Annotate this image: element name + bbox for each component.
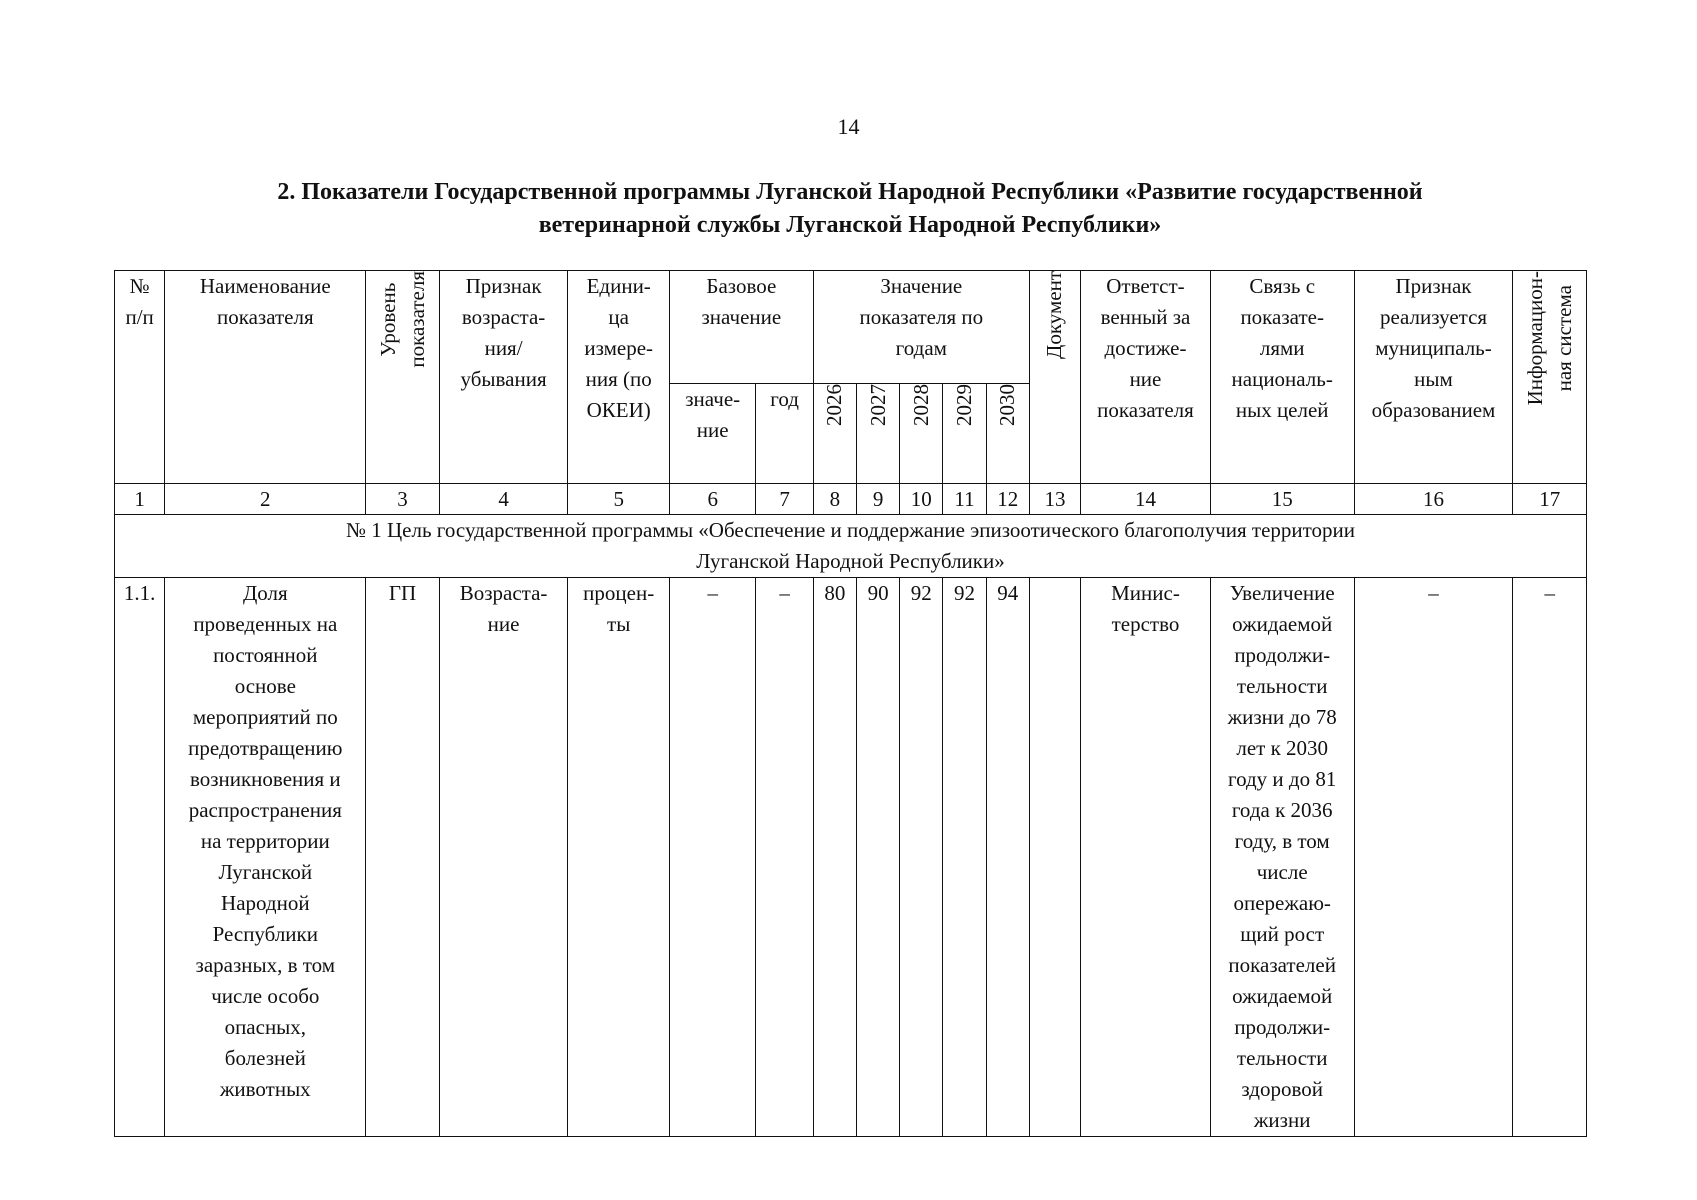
column-number: 8 [813, 484, 856, 515]
row-indicator-name: Доля проведенных на постоянной основе мероприятий по предотвращению возникновения и распространения на территории Луганской Народной Республики заразных, в том числе особо опасных, болезней животных [165, 578, 366, 1137]
column-number: 13 [1029, 484, 1080, 515]
header-num: № п/п [115, 271, 165, 484]
row-value-2029: 92 [943, 578, 986, 1137]
page-title-line-2: ветеринарной службы Луганской Народной Республики» [538, 212, 1162, 238]
table-header-row [115, 271, 1587, 384]
table-row [115, 578, 1587, 1137]
header-name: Наименование показателя [165, 271, 366, 484]
column-number: 3 [366, 484, 439, 515]
header-year-2026 [813, 384, 856, 484]
row-responsible: Минис- терство [1081, 578, 1211, 1137]
row-value-2027: 90 [856, 578, 899, 1137]
header-unit: Едини- ца измере- ния (по ОКЕИ) [568, 271, 670, 484]
header-level-text: Уровень показателя [375, 271, 429, 368]
header-trend: Признак возраста- ния/ убывания [439, 271, 568, 484]
header-base: Базовое значение [669, 271, 813, 384]
header-level [366, 271, 439, 484]
header-year-2027 [856, 384, 899, 484]
page-title-line-1: 2. Показатели Государственной программы Луганской Народной Республики «Развитие государственной [277, 179, 1423, 205]
header-year-2028 [900, 384, 943, 484]
row-document [1029, 578, 1080, 1137]
column-number: 9 [856, 484, 899, 515]
header-year-2029 [943, 384, 986, 484]
header-year-2030 [986, 384, 1029, 484]
row-num: 1.1. [115, 578, 165, 1137]
header-year-text: 2029 [952, 384, 976, 426]
column-number: 16 [1354, 484, 1513, 515]
page-title [150, 176, 1550, 242]
goal-row [115, 515, 1587, 578]
row-unit: процен- ты [568, 578, 670, 1137]
row-base-value: – [669, 578, 755, 1137]
row-value-2028: 92 [900, 578, 943, 1137]
header-base-value: значе- ние [669, 384, 755, 484]
header-info-system [1513, 271, 1587, 484]
header-year-text: 2026 [822, 384, 847, 426]
column-number: 15 [1210, 484, 1354, 515]
header-year-text: 2030 [995, 384, 1020, 426]
header-info-system-text: Информацион- ная система [1522, 271, 1576, 406]
column-number: 6 [669, 484, 755, 515]
row-info-system: – [1513, 578, 1587, 1137]
header-year-text: 2027 [865, 384, 890, 426]
column-number: 4 [439, 484, 568, 515]
row-municipal: – [1354, 578, 1513, 1137]
header-municipal: Признак реализуется муниципаль- ным образованием [1354, 271, 1513, 484]
column-number: 17 [1513, 484, 1587, 515]
column-numbers-row [115, 484, 1587, 515]
row-base-year: – [756, 578, 813, 1137]
header-values-by-year: Значение показателя по годам [813, 271, 1029, 384]
header-year-text: 2028 [908, 384, 933, 426]
column-number: 11 [943, 484, 986, 515]
column-number: 2 [165, 484, 366, 515]
column-number: 5 [568, 484, 670, 515]
row-national-goals: Увеличение ожидаемой продолжи- тельности жизни до 78 лет к 2030 году и до 81 года к 2036 году, в том числе опережаю- щий рост показателей ожидаемой продолжи- тельности здоровой жизни [1210, 578, 1354, 1137]
column-number: 12 [986, 484, 1029, 515]
header-base-year: год [756, 384, 813, 484]
row-value-2030: 94 [986, 578, 1029, 1137]
row-level: ГП [366, 578, 439, 1137]
header-document-text: Документ [1042, 271, 1067, 359]
header-document [1029, 271, 1080, 484]
header-national-goals: Связь с показате- лями националь- ных целей [1210, 271, 1354, 484]
column-number: 10 [900, 484, 943, 515]
header-responsible: Ответст- венный за достиже- ние показателя [1081, 271, 1211, 484]
column-number: 1 [115, 484, 165, 515]
row-value-2026: 80 [813, 578, 856, 1137]
column-number: 14 [1081, 484, 1211, 515]
page-number: 14 [837, 114, 860, 139]
indicators-table [114, 270, 1587, 1137]
goal-row-text: № 1 Цель государственной программы «Обеспечение и поддержание эпизоотического благополучия территории Луганской Народной Республики» [115, 515, 1587, 578]
column-number: 7 [756, 484, 813, 515]
row-trend: Возраста- ние [439, 578, 568, 1137]
